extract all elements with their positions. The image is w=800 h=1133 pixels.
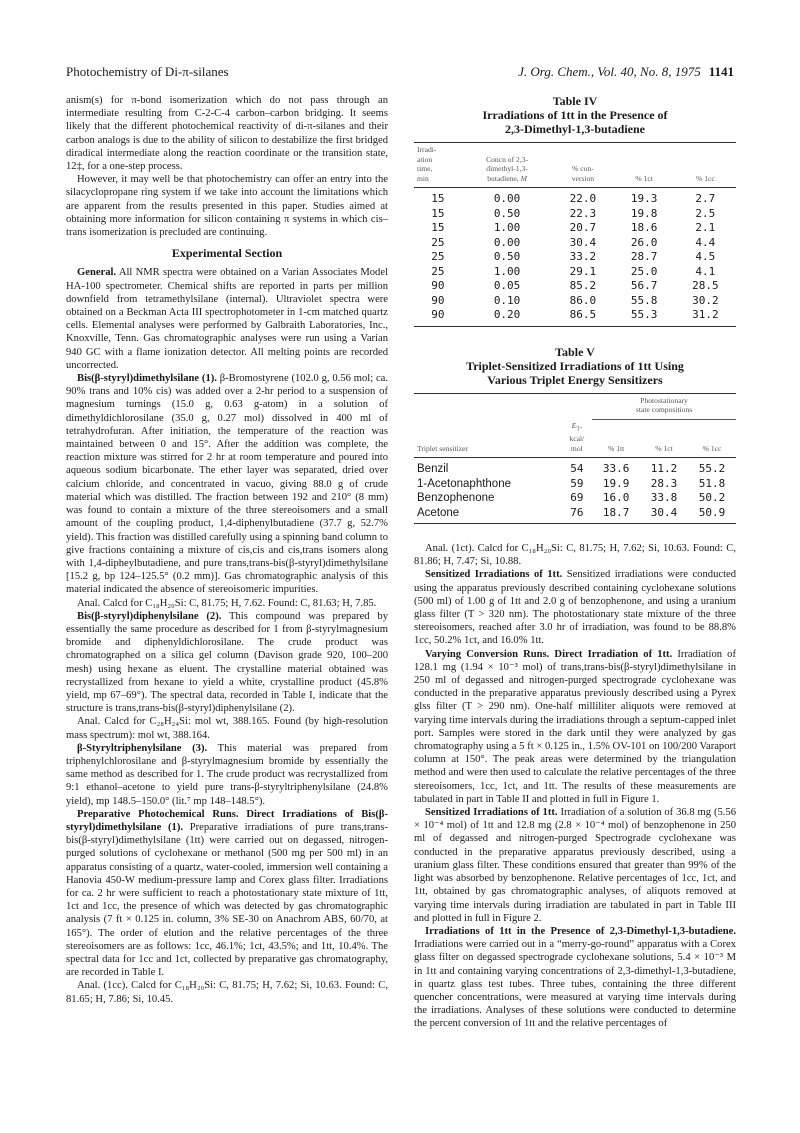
table-cell: 86.5: [552, 308, 613, 326]
journal-citation: J. Org. Chem., Vol. 40, No. 8, 1975: [518, 64, 701, 79]
table-row: [414, 188, 736, 207]
table-iv-title: [414, 108, 736, 136]
table-cell: 19.3: [630, 192, 658, 205]
table-row: [414, 279, 736, 294]
runin-heading: Sensitized Irradiations of 1tt.: [425, 807, 558, 819]
table-cell: 25: [431, 264, 445, 278]
paragraph-text: Preparative irradiations of pure trans,trans-bis(β-styryl)dimethylsilane (1tt) were carried out on degassed, nitrogen-purged solutions of cyclohexane or methanol (500 mg per 500 ml) in an apparatus consisting of a quartz, water-cooled, immersion well containing a Hanovia 450-W medium-pressure lamp and Corex glass filter. Irradiations for ca. 2 hr were sufficient to reach a photostationary state mixture of 1tt, 1ct and 1cc, the presence of which was detected by gas chromatographic analysis (7 ft × 0.125 in. column, 3% SE-30 on Anachrom ABS, 60/70, at 165°). The order of elution and the relative percentages of the three stereoisomers are as follows: 1cc, 46.1%; 1ct, 43.5%; and 1tt, 10.4%. The spectral data for 1cc and 1ct, collected by preparative gas chromatography, are recorded in Table I.: [66, 821, 389, 979]
table-v-header: $E_T$, kcal/ mol: [562, 419, 593, 458]
table-cell: 26.0: [630, 235, 658, 249]
paragraph: [66, 610, 388, 716]
table-cell: 33.6: [602, 462, 630, 476]
right-column: [414, 94, 736, 1031]
table-cell: 0.50: [493, 206, 521, 220]
journal-header: [518, 64, 734, 80]
table-cell: 28.3: [650, 476, 678, 490]
table-cell: 76: [562, 506, 593, 524]
paragraph-text: Irradiation of 128.1 mg (1.94 × 10⁻³ mol) of trans,trans-bis(β-styryl)dimethylsilane in 250 ml of degassed and nitrogen-purged spectrograde cyclohexane was conducted in the preparative apparatus previously described using a Pyrex glss filter (T > 290 nm). One-half milliliter aliquots were removed at varying time intervals during the irradiations through a septum-capped inlet port. Samples were stored in the dark until they were analyzed by gas chromatography using a 5 ft × 0.125 in., 1.5% OV-101 on 100/200 Varaport column at 150°. The peak areas were determined by the triangulation method and were then used to calculate the relative percentages of the three stereoisomers, 1cc, 1ct, and 1tt. The results of these measurements are tabulated in part in Table II and plotted in full in Figure 1.: [414, 648, 736, 805]
table-cell: 22.3: [569, 206, 597, 220]
table-iv: [414, 142, 736, 327]
table-row: [414, 250, 736, 265]
paragraph: [414, 925, 736, 1031]
table-v-label: Table V: [555, 344, 595, 359]
section-heading: Experimental Section: [171, 246, 283, 261]
table-cell: 25.0: [630, 264, 658, 278]
table-iv-title-line: 2,3-Dimethyl-1,3-butadiene: [505, 122, 645, 136]
table-cell: Acetone: [414, 506, 562, 524]
table-cell: 56.7: [630, 279, 658, 292]
paragraph-text: Irradiation of a solution of 36.8 mg (5.56 × 10⁻⁴ mol) of 1tt and 12.8 mg (2.8 × 10⁻⁴ mol) of benzophenone in 250 ml of degassed and nitrogen-purged Spectrograde cyclohexane was conducted in the preparative apparatus previously described, using a uranium glass filter. These conditions ensured that greater than 99% of the light was absorbed by benzophenone. Relative percentages of 1cc, 1ct, and 1tt, obtained by gas chromatographic analyses, of aliquots removed at varying time intervals during irradiation are tabulated in part in Table III and plotted in full in Figure 2.: [414, 807, 737, 924]
table-cell: 28.5: [692, 279, 719, 292]
table-cell: 90: [414, 308, 462, 326]
paragraph: [414, 648, 736, 806]
paragraph-text: Irradiations were carried out in a “merry-go-round” apparatus with a Corex glass filter on degassed spectrograde cyclohexane solutions, 5.4 × 10⁻³ M in 1tt and containing varying concentrations of 2,3-dimethyl-1,3-butadiene, in quartz glass test tubes. Three tubes, containing the three different quencher concentrations, were measured at varying time intervals during the irradiations. Analyses of these solutions were conducted to determine the percent conversion of 1tt and the relative percentages of: [414, 939, 736, 1030]
table-v-header: Triplet sensitizer: [414, 419, 562, 458]
table-iv-header: % 1ct: [614, 143, 675, 188]
table-cell: 0.00: [493, 235, 521, 249]
paragraph: [66, 266, 388, 372]
runin-heading: β-Styryltriphenylsilane (3).: [77, 742, 208, 754]
table-cell: 59: [570, 476, 584, 490]
table-cell: 2.1: [695, 221, 716, 234]
table-row: [414, 477, 736, 492]
paragraph: [66, 808, 388, 980]
table-cell: 18.7: [592, 506, 640, 524]
table-cell: 15: [431, 192, 445, 205]
table-v-header: % 1ct: [640, 419, 688, 458]
table-cell: 50.9: [688, 506, 736, 524]
table-v-title: [414, 359, 736, 387]
table-cell: 15: [431, 221, 445, 234]
table-iv-title-line: Irradiations of 1tt in the Presence of: [482, 108, 668, 122]
table-cell: 55.3: [614, 308, 675, 326]
table-cell: 22.0: [569, 192, 597, 205]
table-v-header: % 1tt: [592, 419, 640, 458]
table-iv-header: Irradi- ation time, min: [414, 143, 462, 188]
table-row: [414, 221, 736, 236]
paragraph-text: All NMR spectra were obtained on a Varian Associates Model HA-100 spectrometer. Chemical shifts are reported in parts per million downfield from tetramethylsilane (internal). Ultraviolet spectra were obtained on a Beckman Acta III spectrophotometer in 1-cm matched quartz cells. Elemental analyses were performed by Galbraith Laboratories, Inc., Knoxville, Tenn. Gas chromatographic analyses were run using a Varian 940 GC with a flame ionization detector. All melting points are recorded uncorrected.: [66, 267, 388, 371]
table-cell: 0.20: [462, 308, 552, 326]
paragraph: [66, 742, 388, 808]
table-v-header: % 1cc: [688, 419, 736, 458]
table-cell: 30.2: [692, 293, 719, 307]
table-v-group-header: Photostationary state compositions: [592, 393, 736, 419]
table-cell: 1.00: [493, 221, 521, 234]
table-cell: 69: [570, 491, 584, 505]
table-row: [414, 207, 736, 222]
runin-heading: Varying Conversion Runs. Direct Irradiation of 1tt.: [425, 648, 673, 660]
table-cell: Benzil: [417, 463, 449, 476]
table-cell: 31.2: [675, 308, 736, 326]
table-cell: 51.8: [698, 476, 726, 490]
table-cell: 86.0: [569, 293, 597, 307]
paragraph-text: β-Bromostyrene (102.0 g, 0.56 mol; ca. 90% trans and 10% cis) was added over a 2-hr period to a suspension of magnesium turnings (15.0 g, 0.63 g-atom) in a solution of dimethyldichlorosilane (35.0 g, 0.27 mol) dissolved in 400 ml of tetrahydrofuran. After initiation, the temperature of the reaction was maintained between 0 and 15°. After the addition was complete, the reaction mixture was stirred for 2 hr at room temperature and poured into aqueous sodium bicarbonate. The ether layer was separated, dried over calcium chloride, and concentrated in vacuo, giving 88.0 g of crude material which was distilled. The fraction between 192 and 210° (8 mm) was found to contain a mixture of the three stereoisomers and a small amount of the coupling product, 1,4-diphenylbutadiene (37.7 g, 52.7% yield). This fraction was distilled carefully using a spinning band column to give fractions containing a mixture of cis,cis and cis,trans isomers along with 1,4-dipheylbutadiene, and pure trans,trans-bis(β-styryl)dimethylsilane [15.2 g, bp 124–125.5° (0.2 mm)]. Gas chromatographic analysis of this material indicated the absence of stereoisomeric impurities.: [66, 373, 388, 596]
table-cell: 33.8: [650, 491, 678, 505]
table-cell: 18.6: [630, 221, 658, 234]
paragraph: anism(s) for π-bond isomerization which do not pass through an intermediate resulting from C-2-C-4 carbon–carbon bridging. It seems likely that the different photochemical reactivity of di-π-silanes and their carbon analogs is due to the ability of silicon to destabilize the first bridged diradical intermediate along the reaction coordinate or the transition state, 12‡, for a one-step process.: [66, 95, 388, 173]
runin-heading: Sensitized Irradiations of 1tt.: [425, 569, 563, 581]
runin-heading: Irradiations of 1tt in the Presence of 2,3-Dimethyl-1,3-butadiene.: [425, 925, 736, 937]
table-row: [414, 265, 736, 280]
table-cell: 1-Acetonaphthone: [417, 477, 511, 490]
table-cell: 54: [570, 462, 584, 476]
runin-heading: General.: [77, 267, 117, 279]
table-cell: 2.5: [695, 206, 716, 220]
table-row: [414, 308, 736, 326]
table-cell: 4.5: [695, 250, 716, 263]
table-cell: 90: [431, 279, 445, 292]
table-cell: 4.4: [695, 235, 716, 249]
table-cell: 2.7: [695, 192, 716, 205]
paragraph-text: This compound was prepared by essentially the same procedure as described for 1 from β-styrylmagnesium bromide and diphenyldichlorosilane. The crude product was chromatographed on a silica gel column (Davison grade 920, 100–200 mesh) using hexane as eluent. The crystalline material obtained was recrystallized from hexane to yield a white, crystalline product (45.8% yield, mp 67–69°). The spectral data, recorded in Table I, indicate that the structure is trans,trans-bis(β-styryl)diphenylsilane (2).: [66, 610, 388, 715]
left-column: [66, 94, 388, 1006]
table-cell: 30.4: [569, 235, 597, 249]
table-cell: 0.00: [493, 192, 521, 205]
table-iv-header: % 1cc: [675, 143, 736, 188]
table-cell: 19.9: [602, 476, 630, 490]
table-cell: 1.00: [493, 264, 521, 278]
table-cell: 50.2: [698, 491, 726, 505]
table-cell: 20.7: [569, 221, 597, 234]
paragraph: However, it may well be that photochemistry can offer an entry into the silacyclopropane ring system if we take into account the limitations which are apparent from the results presented in this paper. Studies aimed at obtaining more information for silicon containing π systems in which cis–trans isomerization is precluded are continuing.: [66, 174, 388, 239]
table-cell: 15: [431, 206, 445, 220]
table-cell: 90: [431, 293, 445, 307]
paragraph-text: Sensitized irradiations were conducted using the apparatus previously described containing cyclohexane solutions (500 ml) of 1.00 g of 1tt and 2.0 g of benzophenone, and using a uranium glass filter (T > 320 nm). The photostationary state mixture of the three stereoisomers, reached after 3.0 hr of irradiation, was found to be 88.8% 1cc, 50.2% 1ct, and 16.0% 1tt.: [414, 569, 737, 647]
analysis-line: Anal. Calcd for C₁₈H₂₀Si: C, 81.75; H, 7.62. Found: C, 81.63; H, 7.85.: [77, 597, 377, 609]
paragraph: [414, 806, 736, 925]
analysis-line: Anal. (1cc). Calcd for C₁₈H₂₀Si: C, 81.75; H, 7.62; Si, 10.63. Found: C, 81.65; H, 7.86; Si, 10.45.: [66, 980, 388, 1005]
table-cell: 85.2: [569, 279, 597, 292]
table-cell: 11.2: [650, 462, 678, 476]
table-cell: 29.1: [569, 264, 597, 278]
table-row: [414, 506, 736, 524]
analysis-line: Anal. Calcd for C₂₈H₂₄Si: mol wt, 388.165. Found (by high-resolution mass spectrum): mol wt, 388.164.: [66, 716, 388, 741]
table-cell: 55.8: [630, 293, 658, 307]
table-cell: 30.4: [640, 506, 688, 524]
table-cell: 33.2: [569, 250, 597, 263]
table-cell: 4.1: [695, 264, 716, 278]
table-cell: 0.50: [493, 250, 521, 263]
page-number: 1141: [708, 64, 734, 79]
table-v-title-line: Triplet-Sensitized Irradiations of 1tt Using: [466, 358, 684, 373]
table-iv-label: Table IV: [552, 94, 598, 108]
table-cell: Benzophenone: [417, 492, 495, 505]
table-iv-header: % con- version: [552, 143, 613, 188]
table-cell: 55.2: [698, 462, 726, 476]
runin-heading: Bis(β-styryl)diphenylsilane (2).: [77, 610, 222, 622]
running-title: Photochemistry of Di-π-silanes: [66, 64, 229, 79]
table-row: [414, 294, 736, 309]
analysis-line: Anal. (1ct). Calcd for C₁₈H₂₀Si: C, 81.75; H, 7.62; Si, 10.63. Found: C, 81.86; H, 7.47; Si, 10.88.: [414, 543, 736, 568]
table-cell: 25: [431, 250, 445, 263]
paragraph-text: This material was prepared from triphenylchlorosilane and β-styrylmagnesium bromide by essentially the same method as described for 1. The crude product was recrystallized from 9:1 ethanol–acetone to yield pure trans-β-styryltriphenylsilane (24.8% yield), mp 148.5–150.0° (lit.⁷ mp 148–148.5°).: [66, 742, 388, 807]
table-row: [414, 491, 736, 506]
table-v: [414, 393, 736, 525]
paragraph: [414, 568, 736, 647]
table-cell: 25: [431, 235, 445, 249]
table-row: [414, 458, 736, 477]
runin-heading: Preparative Photochemical Runs. Direct Irradiations of Bis(β-styryl)dimethylsilane (1).: [66, 808, 388, 833]
table-iv-header: Concn of 2,3- dimethyl-1,3- butadiene, M: [462, 143, 552, 188]
paragraph: [66, 372, 388, 596]
table-row: [414, 236, 736, 251]
table-cell: 0.05: [493, 279, 521, 292]
table-cell: 16.0: [602, 491, 630, 505]
table-cell: 0.10: [493, 293, 521, 307]
table-cell: 19.8: [630, 206, 658, 220]
table-cell: 28.7: [630, 250, 658, 263]
table-v-title-line: Various Triplet Energy Sensitizers: [487, 372, 663, 387]
runin-heading: Bis(β-styryl)dimethylsilane (1).: [77, 373, 217, 385]
